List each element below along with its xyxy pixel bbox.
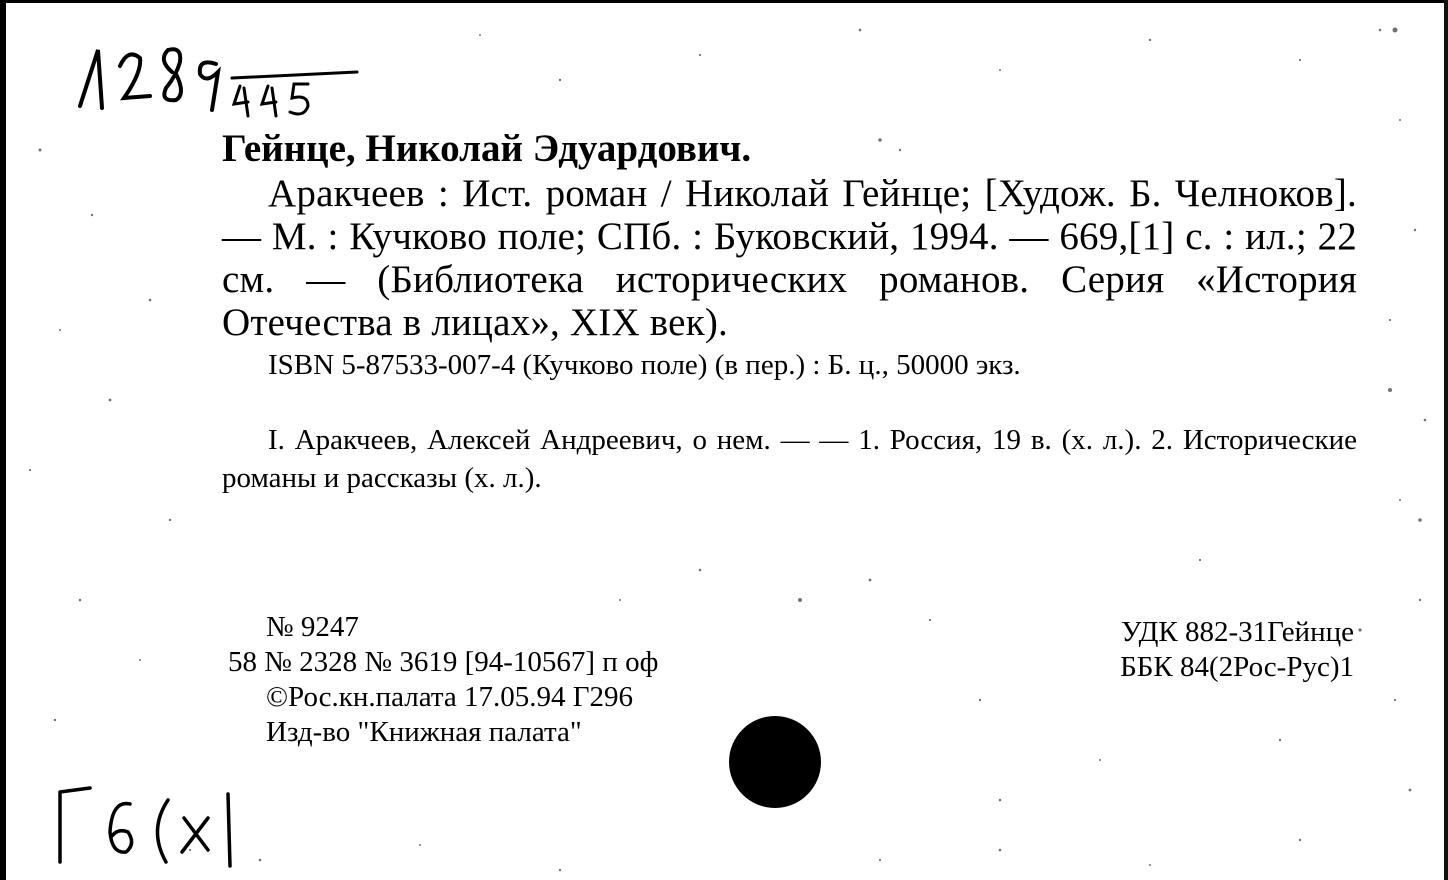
classification-block bbox=[1058, 615, 1354, 685]
bibliographic-entry bbox=[222, 126, 1357, 497]
subject-headings: I. Аракчеев, Алексей Андреевич, о нем. — — 1. Россия, 19 в. (х. л.). 2. Исторические романы и рассказы (х. л.). bbox=[222, 424, 1357, 494]
udk-code: УДК 882-31Гейнце bbox=[1121, 616, 1354, 648]
registration-number: № 9247 bbox=[266, 611, 359, 643]
registration-block bbox=[228, 610, 658, 750]
card-top-edge bbox=[0, 0, 1448, 3]
author-heading: Гейнце, Николай Эдуардович. bbox=[222, 127, 752, 170]
handwritten-call-number bbox=[72, 38, 372, 122]
bbk-code: ББК 84(2Рос-Рус)1 bbox=[1120, 651, 1354, 683]
copyright-line: ©Рос.кн.палата 17.05.94 Г296 bbox=[266, 681, 634, 713]
handwritten-shelf-mark bbox=[48, 770, 268, 874]
card-right-edge bbox=[1444, 0, 1448, 880]
punch-hole bbox=[729, 716, 821, 808]
card-numbers: 58 № 2328 № 3619 [94-10567] п оф bbox=[228, 646, 659, 678]
title-description: Аракчеев : Ист. роман / Николай Гейнце; [Худож. Б. Челноков]. — М. : Кучково поле; СПб. : Буковский, 1994. — 669,[1] с. : ил.; 22 см. — (Библиотека исторических романов. Серия «История Отечества в лицах», XIX век). bbox=[222, 172, 1357, 344]
isbn-line: ISBN 5-87533-007-4 (Кучково поле) (в пер.) : Б. ц., 50000 экз. bbox=[268, 349, 1021, 381]
publisher-line: Изд-во "Книжная палата" bbox=[266, 716, 582, 748]
card-left-edge bbox=[0, 0, 6, 880]
